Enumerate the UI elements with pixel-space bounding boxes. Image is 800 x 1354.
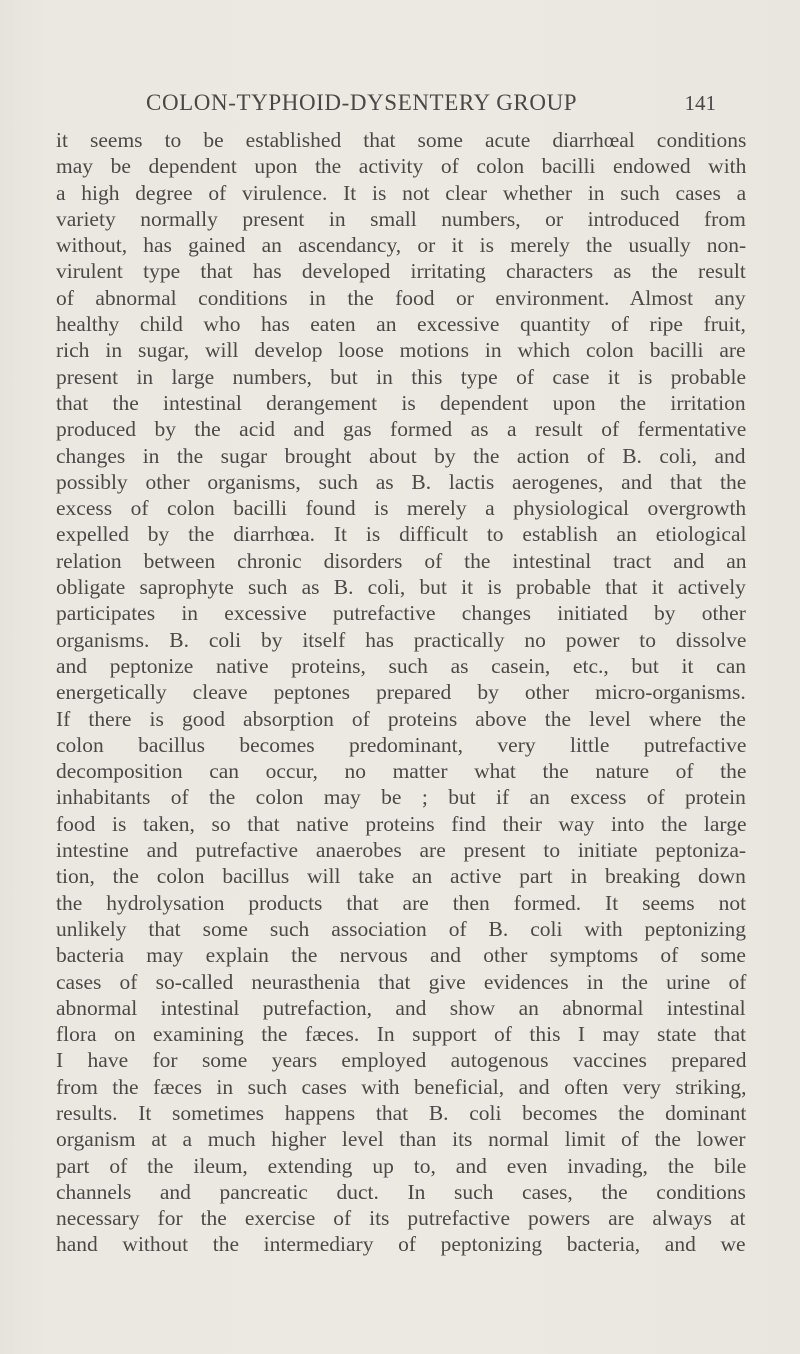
text-line: part of the ileum, extending up to, and even invading, the bile <box>56 1153 747 1178</box>
text-line: hand without the intermediary of peptonizing bacteria, and we <box>56 1232 746 1257</box>
text-line: that the intestinal derangement is dependent upon the irritation <box>56 390 746 415</box>
text-line: excess of colon bacilli found is merely a physiological overgrowth <box>56 496 747 521</box>
text-line: virulent type that has developed irritating characters as the result <box>56 259 746 284</box>
text-line: organisms. B. coli by itself has practically no power to dissolve <box>56 627 747 652</box>
text-line: participates in excessive putrefactive changes initiated by other <box>56 601 746 626</box>
text-line: may be dependent upon the activity of colon bacilli endowed with <box>56 154 747 179</box>
text-line: rich in sugar, will develop loose motions in which colon bacilli are <box>56 338 746 363</box>
text-line: intestine and putrefactive anaerobes are present to initiate peptoniza- <box>56 838 747 863</box>
text-line: If there is good absorption of proteins above the level where the <box>56 706 746 731</box>
text-line: unlikely that some such association of B. coli with peptonizing <box>56 916 747 941</box>
text-line: it seems to be established that some acute diarrhœal conditions <box>56 128 747 152</box>
page-header <box>146 86 716 120</box>
text-line: channels and pancreatic duct. In such cases, the conditions <box>56 1179 746 1204</box>
text-line: the hydrolysation products that are then formed. It seems not <box>56 890 747 915</box>
text-line: expelled by the diarrhœa. It is difficult to establish an etiological <box>56 522 747 547</box>
text-line: I have for some years employed autogenous vaccines prepared <box>56 1048 747 1073</box>
body-paragraph <box>56 127 746 1258</box>
text-line: tion, the colon bacillus will take an active part in breaking down <box>56 864 746 889</box>
text-line: necessary for the exercise of its putrefactive powers are always at <box>56 1206 746 1231</box>
text-line: healthy child who has eaten an excessive quantity of ripe fruit, <box>56 312 746 337</box>
text-line: changes in the sugar brought about by the action of B. coli, and <box>56 443 746 468</box>
text-line: relation between chronic disorders of the intestinal tract and an <box>56 548 747 573</box>
text-line: energetically cleave peptones prepared by other micro-organisms. <box>56 680 746 705</box>
text-line: possibly other organisms, such as B. lactis aerogenes, and that the <box>56 469 747 494</box>
text-line: and peptonize native proteins, such as casein, etc., but it can <box>56 653 747 678</box>
text-line: bacteria may explain the nervous and other symptoms of some <box>56 943 746 968</box>
text-line: variety normally present in small numbers, or introduced from <box>56 206 746 231</box>
text-line: produced by the acid and gas formed as a result of fermentative <box>56 417 747 442</box>
text-line: organism at a much higher level than its normal limit of the lower <box>56 1127 746 1152</box>
text-line: obligate saprophyte such as B. coli, but it is probable that it actively <box>56 575 746 600</box>
text-line: flora on examining the fæces. In support of this I may state that <box>56 1022 747 1047</box>
text-line: of abnormal conditions in the food or environment. Almost any <box>56 285 746 310</box>
running-title: COLON-TYPHOID-DYSENTERY GROUP <box>146 90 578 115</box>
text-line: abnormal intestinal putrefaction, and show an abnormal intestinal <box>56 995 746 1020</box>
text-line: without, has gained an ascendancy, or it is merely the usually non- <box>56 233 747 258</box>
text-line: results. It sometimes happens that B. coli becomes the dominant <box>56 1100 747 1125</box>
page-number: 141 <box>684 91 716 115</box>
text-line: cases of so-called neurasthenia that give evidences in the urine of <box>56 969 747 994</box>
text-line: present in large numbers, but in this type of case it is probable <box>56 364 746 389</box>
text-line: from the fæces in such cases with beneficial, and often very striking, <box>56 1074 747 1099</box>
text-line: inhabitants of the colon may be ; but if an excess of protein <box>56 785 746 810</box>
text-line: a high degree of virulence. It is not clear whether in such cases a <box>56 180 747 205</box>
text-line: decomposition can occur, no matter what the nature of the <box>56 759 747 784</box>
text-line: food is taken, so that native proteins find their way into the large <box>56 811 747 836</box>
text-line: colon bacillus becomes predominant, very little putrefactive <box>56 732 747 757</box>
